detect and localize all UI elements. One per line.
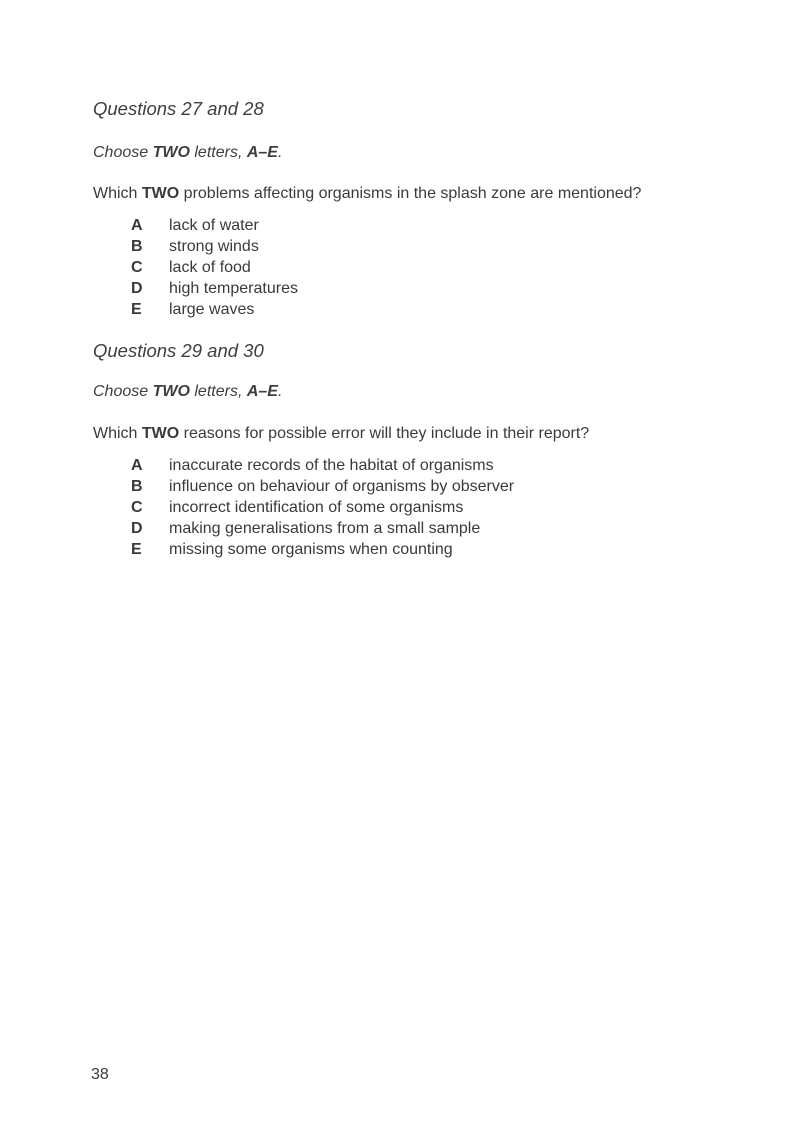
option-letter: C xyxy=(131,259,143,276)
instruction-emphasis: TWO xyxy=(152,144,190,161)
option-item xyxy=(131,476,514,497)
option-text: inaccurate records of the habitat of organisms xyxy=(169,457,494,474)
option-text: missing some organisms when counting xyxy=(169,541,453,558)
question-emphasis: TWO xyxy=(141,185,180,202)
option-text: lack of water xyxy=(169,217,259,234)
option-list xyxy=(131,215,298,320)
option-text: strong winds xyxy=(169,238,259,255)
instruction-text: Choose xyxy=(93,383,153,400)
question-part: reasons for possible error will they include in their report? xyxy=(179,425,590,442)
instruction-range: A–E xyxy=(246,144,278,161)
section-instruction xyxy=(93,144,282,162)
question-part: Which xyxy=(93,425,142,442)
option-item xyxy=(131,299,298,320)
option-letter: B xyxy=(131,478,143,495)
section-heading: Questions 29 and 30 xyxy=(93,340,264,361)
question-part: Which xyxy=(93,185,142,202)
option-item xyxy=(131,257,298,278)
option-letter: D xyxy=(131,280,143,297)
option-item xyxy=(131,518,514,539)
instruction-text: . xyxy=(277,383,283,400)
option-item xyxy=(131,215,298,236)
option-letter: E xyxy=(131,541,142,558)
option-item xyxy=(131,278,298,299)
question-emphasis: TWO xyxy=(141,425,180,442)
option-item xyxy=(131,236,298,257)
option-letter: C xyxy=(131,499,143,516)
option-letter: E xyxy=(131,301,142,318)
option-letter: B xyxy=(131,238,143,255)
instruction-text: Choose xyxy=(93,144,153,161)
option-text: making generalisations from a small sample xyxy=(169,520,481,537)
option-text: lack of food xyxy=(169,259,251,276)
option-letter: D xyxy=(131,520,143,537)
instruction-text: . xyxy=(277,144,283,161)
instruction-text: letters, xyxy=(189,144,247,161)
option-item xyxy=(131,539,514,560)
option-text: large waves xyxy=(169,301,255,318)
instruction-range: A–E xyxy=(246,383,278,400)
instruction-text: letters, xyxy=(189,383,247,400)
page-number: 38 xyxy=(91,1066,109,1083)
option-item xyxy=(131,497,514,518)
option-letter: A xyxy=(131,457,143,474)
question-text xyxy=(93,425,589,443)
question-text xyxy=(93,185,641,203)
section-instruction xyxy=(93,383,282,401)
section-heading: Questions 27 and 28 xyxy=(93,98,264,119)
option-letter: A xyxy=(131,217,143,234)
instruction-emphasis: TWO xyxy=(152,383,190,400)
question-part: problems affecting organisms in the splash zone are mentioned? xyxy=(179,185,642,202)
option-text: influence on behaviour of organisms by observer xyxy=(169,478,515,495)
option-list xyxy=(131,455,514,560)
option-text: high temperatures xyxy=(169,280,298,297)
option-item xyxy=(131,455,514,476)
option-text: incorrect identification of some organisms xyxy=(169,499,464,516)
